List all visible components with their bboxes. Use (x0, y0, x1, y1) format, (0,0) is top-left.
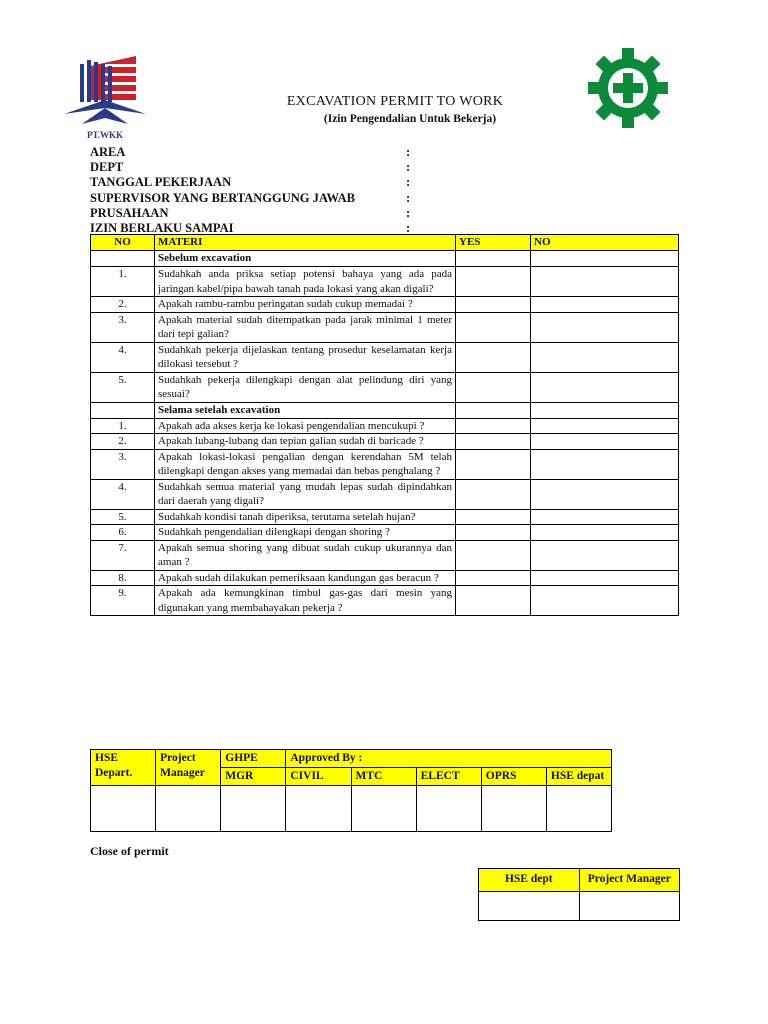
info-colon: : (406, 220, 411, 235)
item-text: Apakah rambu-rambu peringatan sudah cukup memadai ? (155, 297, 456, 313)
item-number: 6. (91, 525, 155, 541)
signature-cell[interactable] (579, 892, 680, 921)
no-cell[interactable] (531, 570, 679, 586)
info-label: DEPT (90, 160, 124, 175)
header-no-answer: NO (531, 235, 679, 251)
item-number: 3. (91, 312, 155, 342)
page-subtitle: (Izin Pengendalian Untuk Bekerja) (323, 113, 497, 125)
checklist-header-row (91, 235, 679, 251)
company-name: PT.WKK (86, 130, 124, 140)
yes-cell[interactable] (456, 402, 531, 418)
no-cell[interactable] (531, 540, 679, 570)
yes-cell[interactable] (456, 267, 531, 297)
info-colon: : (406, 190, 411, 205)
item-text: Apakah ada kemungkinan timbul gas-gas dari mesin yang digunakan yang membahayakan pekerja ? (155, 586, 456, 616)
no-cell[interactable] (531, 479, 679, 509)
no-cell[interactable] (531, 372, 679, 402)
approved-by-header: Approved By : (286, 750, 612, 768)
no-cell[interactable] (531, 312, 679, 342)
checklist-item (91, 509, 679, 525)
signature-cell[interactable] (221, 786, 286, 832)
header-yes: YES (456, 235, 531, 251)
yes-cell[interactable] (456, 251, 531, 267)
section-row (91, 251, 679, 267)
info-row-dept (90, 160, 420, 175)
yes-cell[interactable] (456, 312, 531, 342)
item-number: 1. (91, 418, 155, 434)
yes-cell[interactable] (456, 342, 531, 372)
info-label: SUPERVISOR YANG BERTANGGUNG JAWAB (90, 190, 356, 205)
checklist-item (91, 418, 679, 434)
ghpe-header: GHPE (221, 750, 286, 768)
close-permit-label: Close of permit (90, 844, 169, 858)
yes-cell[interactable] (456, 540, 531, 570)
info-colon: : (406, 145, 411, 159)
checklist-item (91, 449, 679, 479)
signature-cell[interactable] (156, 786, 221, 832)
item-number: 2. (91, 297, 155, 313)
permit-info-fields (90, 145, 420, 236)
item-text: Apakah sudah dilakukan pemeriksaan kandungan gas beracun ? (155, 570, 456, 586)
item-text: Sudahkah pekerja dijelaskan tentang prosedur keselamatan kerja dilokasi tersebut ? (155, 342, 456, 372)
checklist-item (91, 312, 679, 342)
close-signature-row (479, 892, 680, 921)
yes-cell[interactable] (456, 449, 531, 479)
info-label: TANGGAL PEKERJAAN (90, 175, 232, 190)
item-text: Apakah semua shoring yang dibuat sudah cukup ukurannya dan aman ? (155, 540, 456, 570)
item-number: 5. (91, 372, 155, 402)
checklist-item (91, 297, 679, 313)
no-cell[interactable] (531, 434, 679, 450)
yes-cell[interactable] (456, 479, 531, 509)
item-text: Sudahkah kondisi tanah diperiksa, terutama setelah hujan? (155, 509, 456, 525)
item-number: 2. (91, 434, 155, 450)
checklist-item (91, 525, 679, 541)
no-cell[interactable] (531, 251, 679, 267)
info-label: PRUSAHAAN (90, 205, 169, 220)
checklist-item (91, 570, 679, 586)
close-permit-table (478, 868, 680, 921)
project-manager-header: Project Manager (156, 750, 221, 786)
header-materi: MATERI (155, 235, 456, 251)
info-label: AREA (90, 145, 126, 159)
approval-table (90, 749, 612, 832)
info-colon: : (406, 205, 411, 220)
yes-cell[interactable] (456, 418, 531, 434)
signature-cell[interactable] (416, 786, 481, 832)
signature-cell[interactable] (546, 786, 611, 832)
signature-cell[interactable] (286, 786, 351, 832)
approver-elect: ELECT (416, 768, 481, 786)
section-row (91, 402, 679, 418)
yes-cell[interactable] (456, 525, 531, 541)
item-number: 7. (91, 540, 155, 570)
yes-cell[interactable] (456, 586, 531, 616)
info-row-supervisor (90, 191, 420, 206)
signature-cell[interactable] (479, 892, 580, 921)
info-colon: : (406, 175, 411, 190)
no-cell[interactable] (531, 586, 679, 616)
item-number: 4. (91, 342, 155, 372)
checklist-item (91, 342, 679, 372)
no-cell[interactable] (531, 267, 679, 297)
no-cell[interactable] (531, 509, 679, 525)
checklist-item (91, 434, 679, 450)
item-text: Apakah ada akses kerja ke lokasi pengendalian mencukupi ? (155, 418, 456, 434)
signature-cell[interactable] (351, 786, 416, 832)
close-hse-header: HSE dept (479, 869, 580, 892)
hse-depart-header: HSE Depart. (91, 750, 156, 786)
no-cell[interactable] (531, 297, 679, 313)
info-row-date (90, 175, 420, 190)
no-cell[interactable] (531, 402, 679, 418)
checklist-item (91, 479, 679, 509)
approver-civil: CIVIL (286, 768, 351, 786)
item-text: Apakah lubang-lubang dan tepian galian sudah di baricade ? (155, 434, 456, 450)
no-cell[interactable] (531, 418, 679, 434)
item-number: 4. (91, 479, 155, 509)
item-number: 8. (91, 570, 155, 586)
yes-cell[interactable] (456, 372, 531, 402)
yes-cell[interactable] (456, 297, 531, 313)
item-number: 3. (91, 449, 155, 479)
approver-oprs: OPRS (481, 768, 546, 786)
checklist-item (91, 586, 679, 616)
item-number: 1. (91, 267, 155, 297)
checklist-table (90, 234, 679, 616)
no-cell[interactable] (531, 342, 679, 372)
info-label: IZIN BERLAKU SAMPAI (90, 220, 234, 235)
section-title: Selama setelah excavation (155, 402, 456, 418)
item-text: Apakah lokasi-lokasi pengalian dengan kerendahan 5M telah dilengkapi dengan akses yang memadai dan bebas penghalang ? (155, 449, 456, 479)
signature-cell[interactable] (91, 786, 156, 832)
no-cell[interactable] (531, 525, 679, 541)
item-text: Sudahkah anda priksa setiap potensi bahaya yang ada pada jaringan kabel/pipa bawah tanah pada lokasi yang akan digali? (155, 267, 456, 297)
item-text: Sudahkah pekerja dilengkapi dengan alat pelindung diri yang sesuai? (155, 372, 456, 402)
info-row-area (90, 145, 420, 160)
approver-mgr: MGR (221, 768, 286, 786)
item-text: Sudahkah pengendalian dilengkapi dengan shoring ? (155, 525, 456, 541)
signature-cell[interactable] (481, 786, 546, 832)
item-text: Apakah material sudah ditempatkan pada jarak minimal 1 meter dari tepi galian? (155, 312, 456, 342)
item-number: 9. (91, 586, 155, 616)
checklist-item (91, 267, 679, 297)
header-no: NO (91, 235, 155, 251)
page-title: EXCAVATION PERMIT TO WORK (286, 94, 504, 109)
section-blank (91, 402, 155, 418)
section-title: Sebelum excavation (155, 251, 456, 267)
item-text: Sudahkah semua material yang mudah lepas sudah dipindahkan dari daerah yang digali? (155, 479, 456, 509)
signature-row (91, 786, 612, 832)
approver-mtc: MTC (351, 768, 416, 786)
yes-cell[interactable] (456, 509, 531, 525)
checklist-item (91, 372, 679, 402)
section-blank (91, 251, 155, 267)
checklist-item (91, 540, 679, 570)
info-colon: : (406, 160, 411, 175)
yes-cell[interactable] (456, 570, 531, 586)
yes-cell[interactable] (456, 434, 531, 450)
no-cell[interactable] (531, 449, 679, 479)
close-pm-header: Project Manager (579, 869, 680, 892)
approver-hse: HSE depat (546, 768, 611, 786)
info-row-company (90, 206, 420, 221)
item-number: 5. (91, 509, 155, 525)
